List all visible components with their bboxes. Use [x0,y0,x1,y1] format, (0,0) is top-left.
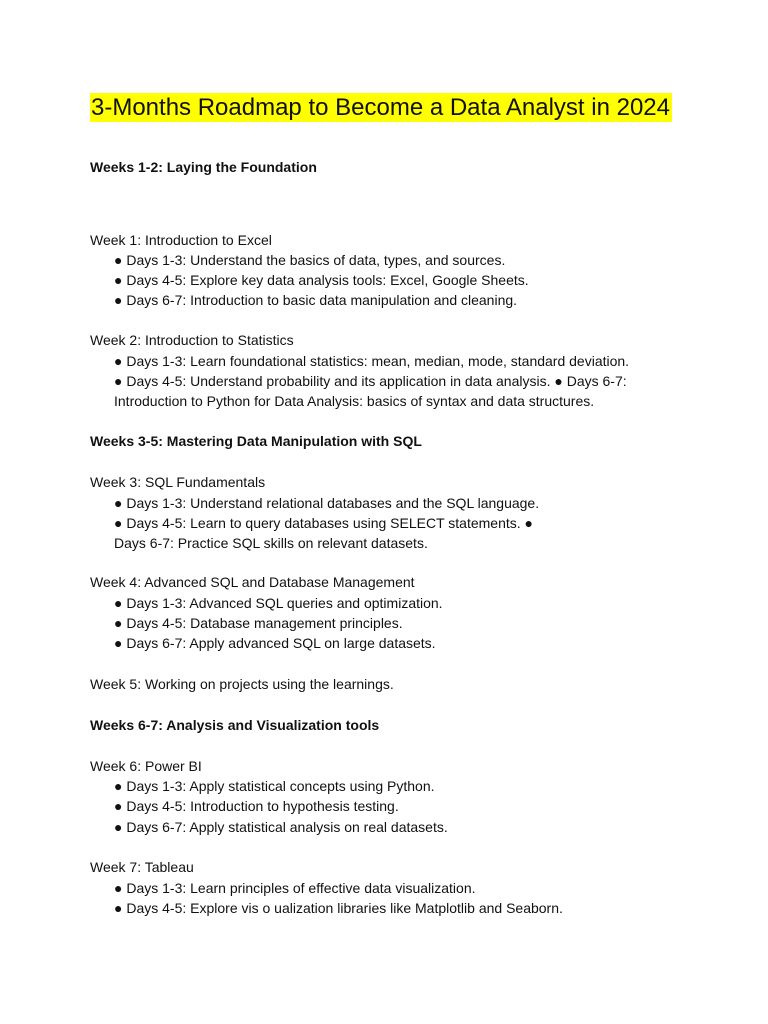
week-4-line-3: ● Days 6-7: Apply advanced SQL on large datasets. [114,635,436,651]
week-1-label: Week 1: Introduction to Excel [90,232,272,248]
week-4-line-1: ● Days 1-3: Advanced SQL queries and optimization. [114,595,443,611]
week-2-line-2: ● Days 4-5: Understand probability and its application in data analysis. ● Days 6-7: [114,373,627,389]
week-1-line-1: ● Days 1-3: Understand the basics of data, types, and sources. [114,252,506,268]
week-6-label: Week 6: Power BI [90,758,202,774]
week-1-line-2: ● Days 4-5: Explore key data analysis tools: Excel, Google Sheets. [114,272,529,288]
week-2-label: Week 2: Introduction to Statistics [90,332,294,348]
week-6-line-2: ● Days 4-5: Introduction to hypothesis testing. [114,798,399,814]
week-3-line-1: ● Days 1-3: Understand relational databases and the SQL language. [114,495,540,511]
week-7-line-2: ● Days 4-5: Explore vis o ualization libraries like Matplotlib and Seaborn. [114,900,563,916]
title-highlight: 3-Months Roadmap to Become a Data Analyst in 2024 [91,94,670,121]
week-4-label: Week 4: Advanced SQL and Database Management [90,574,415,590]
section-heading-weeks-3-5: Weeks 3-5: Mastering Data Manipulation with SQL [90,433,422,449]
week-3-line-3: Days 6-7: Practice SQL skills on relevant datasets. [114,535,428,551]
week-2-line-1: ● Days 1-3: Learn foundational statistics: mean, median, mode, standard deviation. [114,353,630,369]
week-7-line-1: ● Days 1-3: Learn principles of effective data visualization. [114,880,476,896]
section-heading-weeks-6-7: Weeks 6-7: Analysis and Visualization tools [90,717,380,733]
week-2-line-3: Introduction to Python for Data Analysis: basics of syntax and data structures. [114,393,595,409]
week-6-line-3: ● Days 6-7: Apply statistical analysis on real datasets. [114,819,448,835]
week-6-line-1: ● Days 1-3: Apply statistical concepts using Python. [114,778,435,794]
week-1-line-3: ● Days 6-7: Introduction to basic data manipulation and cleaning. [114,292,518,308]
section-heading-weeks-1-2: Weeks 1-2: Laying the Foundation [90,159,317,175]
week-3-line-2: ● Days 4-5: Learn to query databases using SELECT statements. ● [114,515,533,531]
week-3-label: Week 3: SQL Fundamentals [90,474,266,490]
week-5-label: Week 5: Working on projects using the learnings. [90,676,394,692]
week-4-line-2: ● Days 4-5: Database management principles. [114,615,403,631]
document-title [90,93,672,123]
week-7-label: Week 7: Tableau [90,859,194,875]
